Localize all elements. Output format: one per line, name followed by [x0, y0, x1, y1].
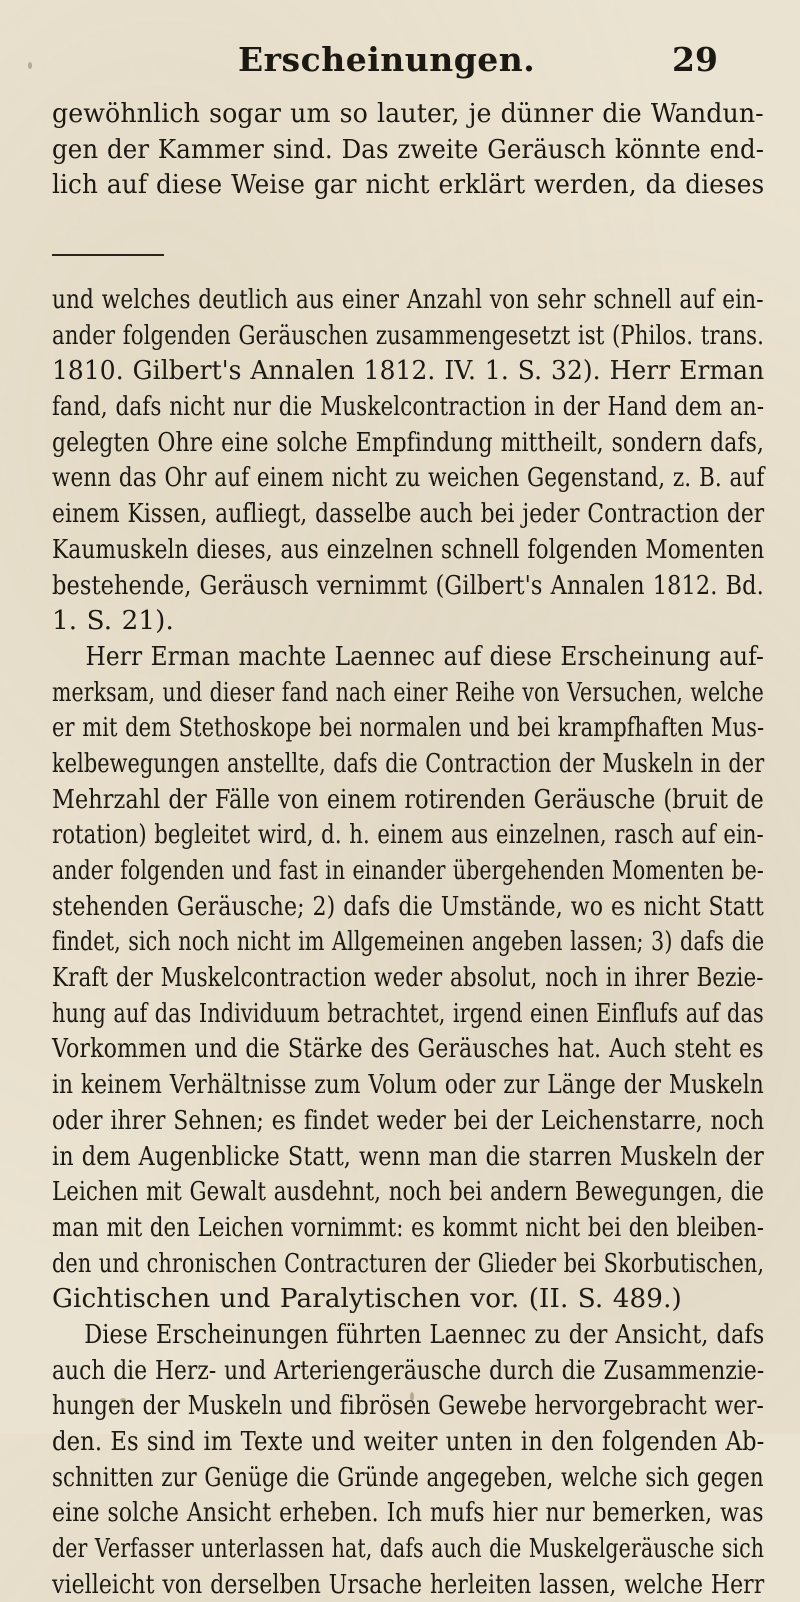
text-line: ander folgenden und fast in einander übergehenden Momenten be- — [52, 855, 764, 886]
text-line: Diese Erscheinungen führten Laennec zu der Ansicht, dafs — [52, 1318, 765, 1350]
text-line: Mehrzahl der Fälle von einem rotirenden Geräusche (bruit de — [52, 783, 764, 815]
running-title: Erscheinungen. — [238, 40, 536, 79]
text-line: vielleicht von derselben Ursache herleiten lassen, welche Herr — [52, 1568, 765, 1600]
text-line: auch die Herz- und Arteriengeräusche durch die Zusammenzie- — [52, 1354, 765, 1386]
text-line: Herr Erman machte Laennec auf diese Erscheinung auf- — [52, 640, 764, 672]
text-line: der Verfasser unterlassen hat, dafs auch die Muskelgeräusche sich — [52, 1533, 765, 1565]
text-line: wenn das Ohr auf einem nicht zu weichen Gegenstand, z. B. auf — [52, 462, 765, 494]
text-line: man mit den Leichen vornimmt: es kommt nicht bei den bleiben- — [52, 1211, 765, 1243]
text-line: hung auf das Individuum betrachtet, irgend einen Einflufs auf das — [52, 997, 764, 1029]
text-line: bestehende, Geräusch vernimmt (Gilbert's Annalen 1812. Bd. — [52, 569, 764, 601]
text-line: gen der Kammer sind. Das zweite Geräusch könnte end- — [52, 133, 765, 165]
ink-speck — [120, 1398, 126, 1403]
ink-speck — [28, 62, 32, 69]
text-line: einem Kissen, aufliegt, dasselbe auch bei jeder Contraction der — [52, 498, 765, 530]
top-text-block — [52, 96, 772, 203]
text-line: lich auf diese Weise gar nicht erklärt werden, da dieses — [52, 169, 765, 201]
text-line: kelbewegungen anstellte, dafs die Contraction der Muskeln in der — [52, 747, 765, 779]
text-line: er mit dem Stethoskope bei normalen und bei krampfhaften Mus- — [52, 712, 765, 744]
text-line: ander folgenden Geräuschen zusammengesetzt ist (Philos. trans. — [52, 319, 764, 351]
text-line: gelegten Ohre eine solche Empfindung mittheilt, sondern dafs, — [52, 426, 764, 458]
text-line: merksam, und dieser fand nach einer Reihe von Versuchen, welche — [52, 676, 764, 708]
text-line: rotation) begleitet wird, d. h. einem aus einzelnen, rasch auf ein- — [52, 819, 764, 851]
text-line: stehenden Geräusche; 2) dafs die Umstände, wo es nicht Statt — [52, 890, 764, 922]
page-number: 29 — [672, 40, 718, 79]
text-line: Kaumuskeln dieses, aus einzelnen schnell folgenden Momenten — [52, 533, 765, 565]
ink-speck — [410, 1392, 414, 1401]
text-line: schnitten zur Genüge die Gründe angegeben, welche sich gegen — [52, 1461, 764, 1493]
text-line: Kraft der Muskelcontraction weder absolut, noch in ihrer Bezie- — [52, 962, 764, 994]
text-line: 1810. Gilbert's Annalen 1812. IV. 1. S. 32). Herr Erman — [52, 355, 765, 387]
text-line: den und chronischen Contracturen der Glieder bei Skorbutischen, — [52, 1247, 765, 1279]
text-line: Gichtischen und Paralytischen vor. (II. S. 489.) — [52, 1283, 682, 1315]
text-line: gewöhnlich sogar um so lauter, je dünner die Wandun- — [52, 98, 764, 129]
text-line: den. Es sind im Texte und weiter unten in den folgenden Ab- — [52, 1426, 765, 1457]
text-line: findet, sich noch nicht im Allgemeinen angeben lassen; 3) dafs die — [52, 926, 765, 958]
text-line: fand, dafs nicht nur die Muskelcontraction in der Hand dem an- — [52, 391, 765, 423]
body-text-block — [52, 282, 772, 1602]
text-line: und welches deutlich aus einer Anzahl von sehr schnell auf ein- — [52, 284, 764, 315]
text-line: eine solche Ansicht erheben. Ich mufs hier nur bemerken, was — [52, 1497, 764, 1529]
running-head — [0, 40, 800, 90]
text-line: in keinem Verhältnisse zum Volum oder zur Länge der Muskeln — [52, 1069, 764, 1101]
text-line: hungen der Muskeln und fibrösen Gewebe hervorgebracht wer- — [52, 1390, 764, 1422]
text-line: Vorkommen und die Stärke des Geräusches hat. Auch steht es — [52, 1033, 764, 1065]
separator-rule — [52, 254, 164, 256]
text-line: in dem Augenblicke Statt, wenn man die starren Muskeln der — [52, 1140, 764, 1172]
text-line: oder ihrer Sehnen; es findet weder bei der Leichenstarre, noch — [52, 1104, 765, 1136]
text-line: Leichen mit Gewalt ausdehnt, noch bei andern Bewegungen, die — [52, 1176, 764, 1208]
text-line: 1. S. 21). — [52, 605, 174, 637]
